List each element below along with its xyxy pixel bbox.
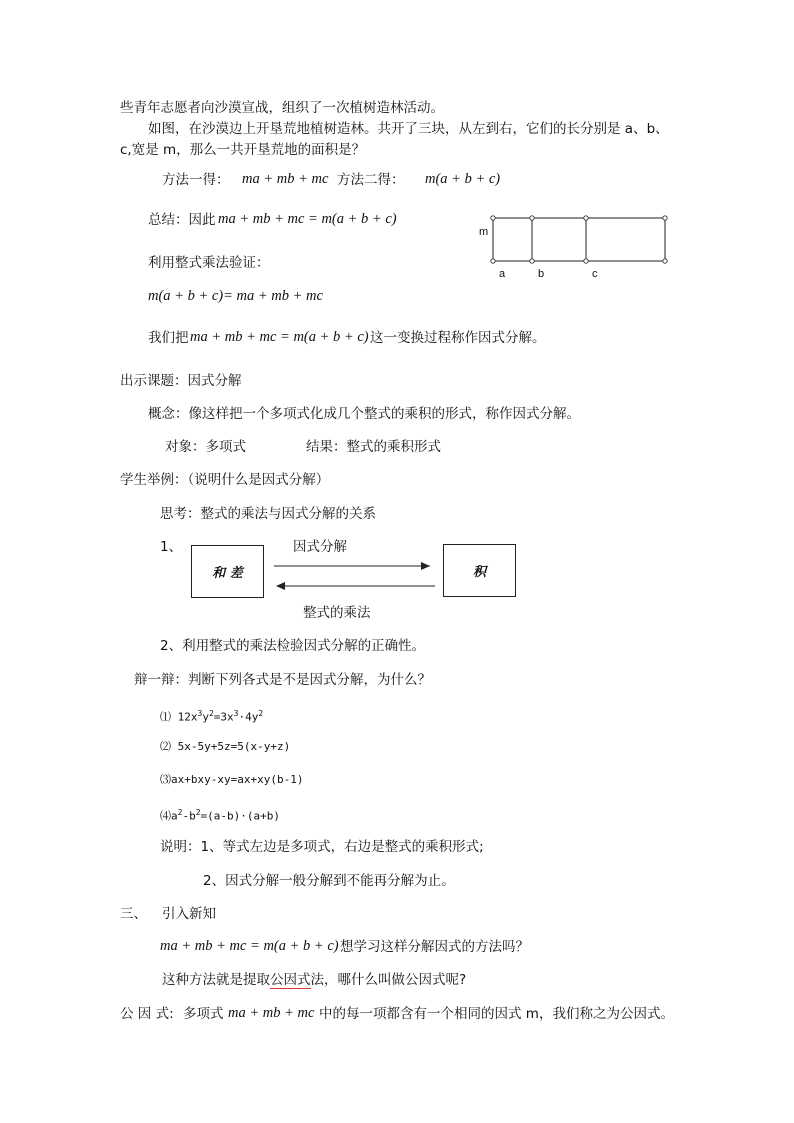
figure-label-m: m (479, 226, 489, 238)
verify-label: 利用整式乘法验证： (148, 255, 270, 271)
exercise-4: $⑷a^2-b^2=(a-b)\cdot(a+b)$ (160, 808, 281, 823)
method-line-post: 法，哪什么叫做公因式呢? (310, 972, 467, 988)
vertex-dot (491, 259, 495, 263)
sum-difference-box (191, 545, 264, 598)
transform-prefix: 我们把 (148, 330, 189, 346)
sum-difference-label: 和 差 (212, 566, 243, 581)
figure-label-c: c (592, 268, 598, 280)
exercise-2: ⑵ 5x-5y+5z=5(x-y+z) (160, 740, 291, 753)
common-factor-label: 公 因 式: (120, 1006, 174, 1022)
object-text: 对象：多项式 (165, 439, 246, 455)
method-two-expr: m(a + b + c) (425, 171, 501, 187)
right-arrow-head (421, 562, 430, 570)
vertex-dot (663, 259, 667, 263)
relation-arrows (270, 558, 440, 594)
student-example: 学生举例：（说明什么是因式分解） (120, 472, 330, 488)
learn-expr: ma + mb + mc = m(a + b + c) (160, 938, 339, 954)
vertex-dot (530, 259, 534, 263)
summary-prefix: 总结：因此 (148, 212, 216, 228)
section-three-number: 三、 (120, 906, 147, 922)
factorization-arrow-label: 因式分解 (293, 539, 347, 555)
method-one-expr: ma + mb + mc (242, 171, 329, 187)
common-factor-term: 公因式 (270, 972, 311, 988)
verify-expr: m(a + b + c)= ma + mb + mc (148, 288, 323, 304)
method-one-label: 方法一得： (162, 172, 230, 188)
vertex-dot (663, 216, 667, 220)
common-factor-pre: 多项式 (183, 1006, 224, 1022)
common-factor-post: 中的每一项都含有一个相同的因式 m，我们称之为公因式。 (319, 1006, 674, 1022)
method-line (162, 971, 466, 989)
figure-label-a: a (499, 268, 506, 280)
intro-line-1: 些青年志愿者向沙漠宣战，组织了一次植树造林活动。 (120, 100, 444, 116)
vertex-dot (584, 259, 588, 263)
method-two-label: 方法二得： (337, 172, 405, 188)
debate-text: 辩一辩：判断下列各式是不是因式分解，为什么？ (134, 672, 431, 688)
transform-suffix: 这一变换过程称作因式分解。 (370, 330, 546, 346)
note-2: 2、因式分解一般分解到不能再分解为止。 (203, 873, 455, 889)
summary-expr: ma + mb + mc = m(a + b + c) (218, 211, 397, 227)
plot-outline (493, 218, 665, 261)
vertex-dot (491, 216, 495, 220)
intro-line-3: c,宽是 m，那么一共开垦荒地的面积是？ (120, 142, 366, 158)
section-three-title: 引入新知 (162, 906, 216, 922)
exercise-1: ⑴ $12x^3y^2=3x^3\cdot 4y^2$ (160, 709, 264, 724)
method-line-pre: 这种方法就是提取 (162, 972, 270, 988)
topic-heading: 出示课题：因式分解 (120, 373, 242, 389)
learn-suffix: 想学习这样分解因式的方法吗？ (340, 939, 529, 955)
point-two: 2、利用整式的乘法检验因式分解的正确性。 (160, 638, 426, 654)
result-text: 结果：整式的乘积形式 (306, 439, 441, 455)
vertex-dot (584, 216, 588, 220)
common-factor-expr: ma + mb + mc (228, 1005, 315, 1021)
land-plot-figure (488, 212, 673, 267)
think-text: 思考：整式的乘法与因式分解的关系 (160, 506, 376, 522)
left-arrow-head (276, 582, 285, 590)
vertex-dot (530, 216, 534, 220)
product-label: 积 (472, 565, 486, 580)
figure-label-b: b (538, 268, 545, 280)
product-box (443, 544, 516, 597)
concept-text: 概念：像这样把一个多项式化成几个整式的乘积的形式，称作因式分解。 (148, 406, 580, 422)
intro-line-2: 如图，在沙漠边上开垦荒地植树造林。共开了三块，从左到右，它们的长分别是 a、b、 (148, 121, 669, 137)
exercise-3: ⑶ax+bxy-xy=ax+xy(b-1) (160, 773, 304, 786)
diagram-number: 1、 (160, 539, 183, 555)
multiplication-arrow-label: 整式的乘法 (303, 605, 371, 621)
note-1: 说明：1、等式左边是多项式，右边是整式的乘积形式; (160, 839, 484, 855)
transform-expr: ma + mb + mc = m(a + b + c) (190, 329, 369, 345)
